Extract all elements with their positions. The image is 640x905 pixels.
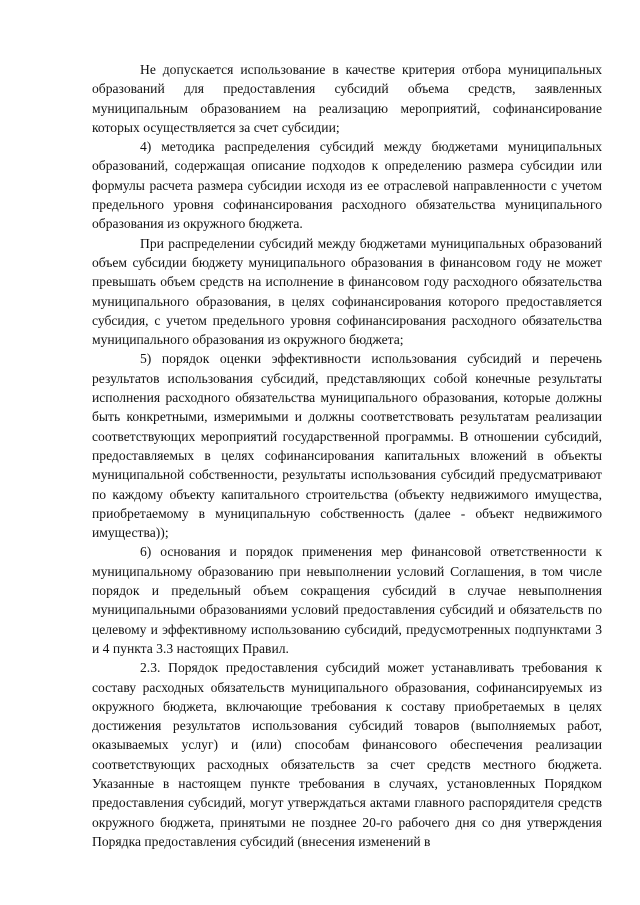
paragraph-item-4-methodology: 4) методика распределения субсидий между бюджетами муниципальных образований, содержащая описание подходов к определению размера субсидии или формулы расчета размера субсидии исходя из ее отраслевой направленности с учетом предельного уровня софинансирования расходного обязательства муниципального образования из окружного бюджета. bbox=[92, 139, 602, 232]
paragraph-distribution-limit: При распределении субсидий между бюджетами муниципальных образований объем субсидии бюджету муниципального образования в финансовом году не может превышать объем средств на исполнение в финансовом году расходного обязательства муниципального образования, в целях софинансирования которого предоставляется субсидия, с учетом предельного уровня софинансирования расходного обязательства муниципального образования из окружного бюджета; bbox=[92, 235, 602, 348]
document-page bbox=[92, 60, 602, 851]
paragraph-selection-criteria: Не допускается использование в качестве критерия отбора муниципальных образований для предоставления субсидий объема средств, заявленных муниципальным образованием на реализацию мероприятий, софинансирование которых осуществляется за счет субсидии; bbox=[92, 62, 602, 135]
paragraph-item-6-responsibility: 6) основания и порядок применения мер финансовой ответственности к муниципальному образованию при невыполнении условий Соглашения, в том числе порядок и предельный объем сокращения субсидий в случае невыполнения муниципальными образованиями условий предоставления субсидий и обязательств по целевому и эффективному использованию субсидий, предусмотренных подпунктами 3 и 4 пункта 3.3 настоящих Правил. bbox=[92, 544, 602, 656]
paragraph-section-2-3: 2.3. Порядок предоставления субсидий может устанавливать требования к составу расходных обязательств муниципального образования, софинансируемых из окружного бюджета, включающие требования к составу приобретаемых в целях достижения результатов использования субсидий товаров (выполняемых работ, оказываемых услуг) и (или) способам финансового обеспечения реализации соответствующих расходных обязательств за счет средств местного бюджета. Указанные в настоящем пункте требования в случаях, установленных Порядком предоставления субсидий, могут утверждаться актами главного распорядителя средств окружного бюджета, принятыми не позднее 20-го рабочего дня со дня утверждения Порядка предоставления субсидий (внесения изменений в bbox=[92, 660, 602, 849]
paragraph-item-5-efficiency: 5) порядок оценки эффективности использования субсидий и перечень результатов использования субсидий, представляющих собой конечные результаты исполнения расходного обязательства муниципального образования, которые должны быть конкретными, измеримыми и должны соответствовать результатам реализации соответствующих мероприятий государственной программы. В отношении субсидий, предоставляемых в целях софинансирования капитальных вложений в объекты муниципальной собственности, результаты использования субсидий предусматривают по каждому объекту капитального строительства (объекту недвижимого имущества, приобретаемому в муниципальную собственность (далее - объект недвижимого имущества)); bbox=[92, 351, 602, 541]
